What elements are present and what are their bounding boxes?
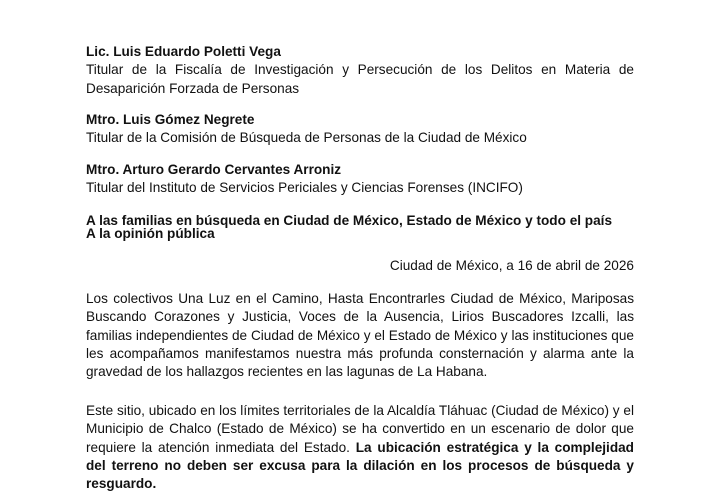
recipient-title: Titular del Instituto de Servicios Periciales y Ciencias Forenses (INCIFO) [86, 180, 523, 196]
recipient-2 [86, 111, 634, 148]
paragraph-2-text: Este sitio, ubicado en los límites territoriales de la Alcaldía Tláhuac (Ciudad de México) y el Municipio de Chalco (Estado de México) se ha convertido en un escenario de dolor que requiere la atención inmediata del Estado. [86, 403, 634, 455]
paragraph-2-emphasis: La ubicación estratégica y la complejidad del terreno no deben ser excusa para la dilación en los procesos de búsqueda y resguardo. [86, 439, 634, 492]
recipient-3 [86, 161, 634, 198]
recipient-title: Titular de la Comisión de Búsqueda de Personas de la Ciudad de México [86, 130, 527, 146]
recipient-name: Mtro. Arturo Gerardo Cervantes Arroniz [86, 162, 342, 177]
paragraph-2 [86, 402, 634, 493]
recipient-title: Titular de la Fiscalía de Investigación y Persecución de los Delitos en Materia de Desaparición Forzada de Personas [86, 62, 634, 96]
recipient-name: Mtro. Luis Gómez Negrete [86, 112, 255, 127]
date-line: Ciudad de México, a 16 de abril de 2026 [389, 258, 634, 273]
recipient-name: Lic. Luis Eduardo Poletti Vega [86, 44, 281, 59]
address-families: A las familias en búsqueda en Ciudad de México, Estado de México y todo el país [86, 213, 613, 228]
recipient-1 [86, 43, 634, 98]
address-public: A la opinión pública [86, 226, 215, 241]
paragraph-1: Los colectivos Una Luz en el Camino, Hasta Encontrarles Ciudad de México, Mariposas Buscando Corazones y Justicia, Voces de la Ausencia, Lirios Buscadores Izcalli, las familias independientes de Ciudad de México y el Estado de México y las instituciones que les acompañamos manifestamos nuestra más profunda consternación y alarma ante la gravedad de los hallazgos recientes en las lagunas de La Habana. [86, 291, 634, 380]
